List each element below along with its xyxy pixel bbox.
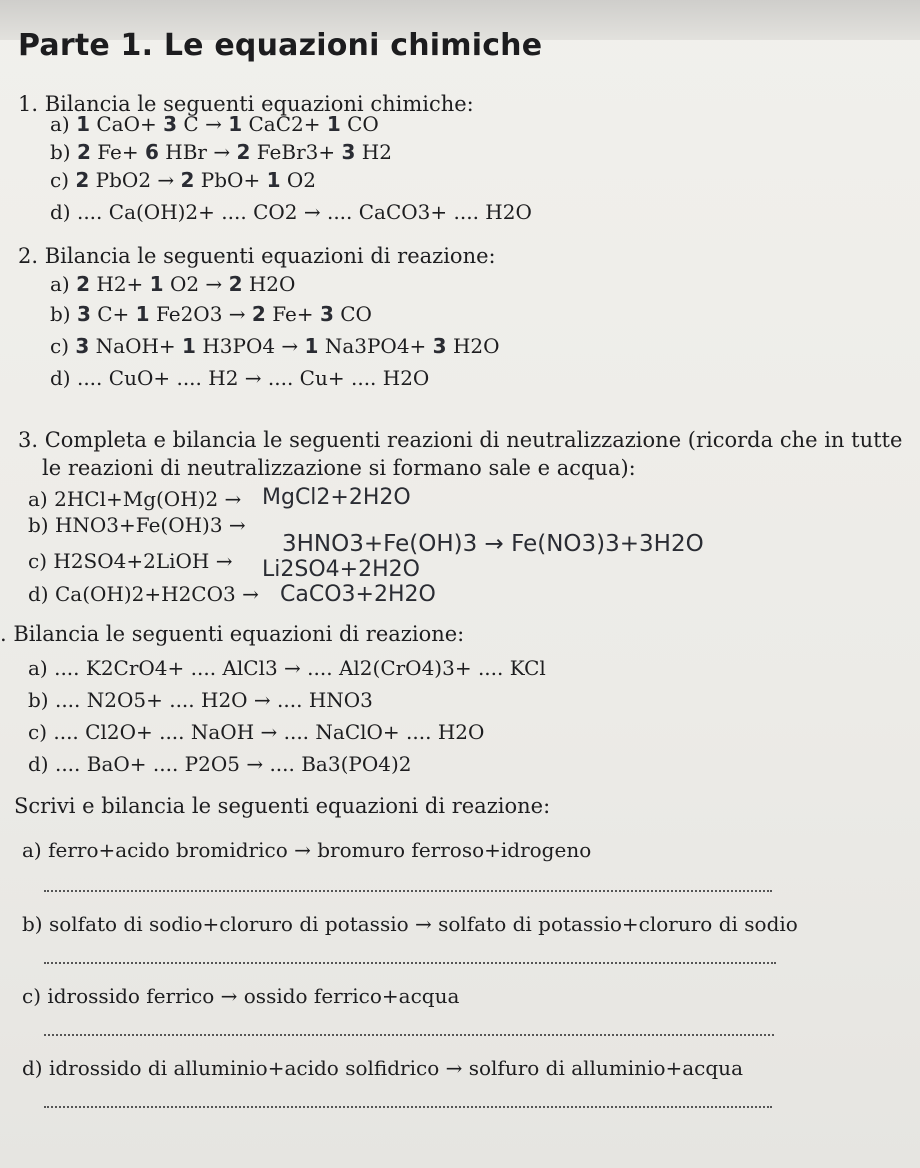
q3-b: b) HNO3+Fe(OH)3 → (28, 513, 246, 537)
q2-a: a) 2 H2+ 1 O2 → 2 H2O (50, 272, 296, 296)
q3-c: c) H2SO4+2LiOH → (28, 549, 233, 573)
q1-heading: 1. Bilancia le seguenti equazioni chimiche: (18, 92, 474, 116)
q1-a: a) 1 CaO+ 3 C → 1 CaC2+ 1 CO (50, 112, 379, 136)
q3-d-answer: CaCO3+2H2O (280, 582, 436, 607)
q5-b: b) solfato di sodio+cloruro di potassio → solfato di potassio+cloruro di sodio (22, 912, 798, 936)
q2-d: d) .... CuO+ .... H2 → .... Cu+ .... H2O (50, 366, 430, 390)
q1-d: d) .... Ca(OH)2+ .... CO2 → .... CaCO3+ .... H2O (50, 200, 532, 224)
q5-heading: Scrivi e bilancia le seguenti equazioni di reazione: (14, 794, 551, 818)
q3-b-answer: 3HNO3+Fe(OH)3 → Fe(NO3)3+3H2O (282, 531, 704, 557)
q3-heading-line2: le reazioni di neutralizzazione si formano sale e acqua): (42, 456, 636, 480)
q3-heading-line1: 3. Completa e bilancia le seguenti reazioni di neutralizzazione (ricorda che in tutte (18, 428, 903, 452)
q5-c: c) idrossido ferrico → ossido ferrico+acqua (22, 984, 460, 1008)
q4-b: b) .... N2O5+ .... H2O → .... HNO3 (28, 688, 373, 712)
q4-heading: . Bilancia le seguenti equazioni di reazione: (0, 622, 465, 646)
q3-a: a) 2HCl+Mg(OH)2 → (28, 487, 242, 511)
q4-d: d) .... BaO+ .... P2O5 → .... Ba3(PO4)2 (28, 752, 412, 776)
q3-d: d) Ca(OH)2+H2CO3 → (28, 582, 259, 606)
answer-line-a (44, 890, 772, 892)
answer-line-b (44, 962, 776, 964)
q3-c-answer: Li2SO4+2H2O (262, 557, 420, 582)
q3-a-answer: MgCl2+2H2O (262, 485, 411, 510)
page-title: Parte 1. Le equazioni chimiche (18, 28, 543, 63)
q1-c: c) 2 PbO2 → 2 PbO+ 1 O2 (50, 168, 316, 192)
q5-d: d) idrossido di alluminio+acido solfidrico → solfuro di alluminio+acqua (22, 1056, 743, 1080)
q1-b: b) 2 Fe+ 6 HBr → 2 FeBr3+ 3 H2 (50, 140, 392, 164)
q2-heading: 2. Bilancia le seguenti equazioni di reazione: (18, 244, 496, 268)
q2-b: b) 3 C+ 1 Fe2O3 → 2 Fe+ 3 CO (50, 302, 372, 326)
answer-line-d (44, 1106, 772, 1108)
q4-c: c) .... Cl2O+ .... NaOH → .... NaClO+ .... H2O (28, 720, 485, 744)
q4-a: a) .... K2CrO4+ .... AlCl3 → .... Al2(CrO4)3+ .... KCl (28, 656, 546, 680)
q2-c: c) 3 NaOH+ 1 H3PO4 → 1 Na3PO4+ 3 H2O (50, 334, 500, 358)
answer-line-c (44, 1034, 774, 1036)
q5-a: a) ferro+acido bromidrico → bromuro ferroso+idrogeno (22, 838, 592, 862)
